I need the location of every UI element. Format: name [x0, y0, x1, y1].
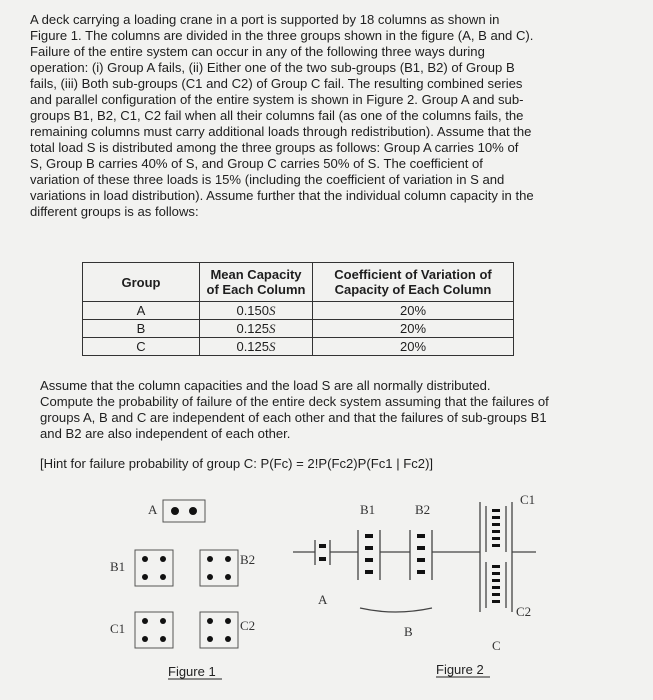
label-c1: C1 [110, 621, 126, 636]
column-dot [189, 507, 197, 515]
text-line: Assume that the column capacities and the load S are all normally distributed. [40, 378, 491, 393]
label-b: B [404, 624, 413, 639]
column-dot [225, 636, 231, 642]
cell-group: A [83, 302, 200, 320]
column-element [492, 600, 500, 603]
column-element [365, 558, 373, 562]
figure-1-caption: Figure 1 [168, 664, 216, 679]
cell-group: B [83, 320, 200, 338]
text-line: groups B1, B2, C1, C2 fail when all their columns fail (as one of the columns fails, the [30, 108, 524, 123]
text-line: fails, (iii) Both sub-groups (C1 and C2) of Group C fail. The resulting combined series [30, 76, 523, 91]
column-dot [142, 556, 148, 562]
text-line: operation: (i) Group A fails, (ii) Either one of the two sub-groups (B1, B2) of Group B [30, 60, 515, 75]
column-dot [207, 636, 213, 642]
column-dot [171, 507, 179, 515]
table-row [83, 302, 514, 320]
cell-mean [200, 320, 313, 338]
column-element [417, 558, 425, 562]
column-dot [160, 618, 166, 624]
table-header-row [83, 263, 514, 302]
text-line: groups A, B and C are independent of each other and that the failures of sub-groups B1 [40, 410, 547, 425]
capacity-table [82, 262, 514, 356]
header-mean-capacity: Mean Capacity of Each Column [200, 263, 313, 302]
column-element [492, 537, 500, 540]
cell-cov: 20% [313, 338, 514, 356]
table-row [83, 338, 514, 356]
group-b-bracket [360, 608, 432, 612]
column-dot [142, 636, 148, 642]
header-cov: Coefficient of Variation of Capacity of Each Column [313, 263, 514, 302]
figure-1 [110, 500, 255, 679]
text-line: Figure 1. The columns are divided in the three groups shown in the figure (A, B and C). [30, 28, 534, 43]
load-symbol: S [269, 320, 276, 336]
column-dot [160, 636, 166, 642]
group-c2-box [200, 612, 238, 648]
text-line: Compute the probability of failure of the entire deck system assuming that the failures of [40, 394, 549, 409]
label-b1: B1 [360, 502, 376, 517]
text-line: and parallel configuration of the entire system is shown in Figure 2. Group A and sub- [30, 92, 524, 107]
column-element [492, 593, 500, 596]
cell-cov: 20% [313, 320, 514, 338]
column-element [492, 530, 500, 533]
column-dot [160, 574, 166, 580]
column-element [492, 586, 500, 589]
text-line: total load S is distributed among the three groups as follows: Group A carries 10% of [30, 140, 519, 155]
column-element [492, 579, 500, 582]
column-element [417, 570, 425, 574]
column-element [365, 534, 373, 538]
problem-statement [30, 12, 620, 220]
table-row [83, 320, 514, 338]
column-dot [207, 618, 213, 624]
hint-line [40, 456, 612, 472]
figure-2 [293, 502, 536, 612]
column-element [492, 523, 500, 526]
mean-value: 0.150 [236, 302, 270, 318]
cell-group: C [83, 338, 200, 356]
column-dot [142, 618, 148, 624]
cell-mean [200, 302, 313, 320]
label-a: A [318, 592, 328, 607]
column-element [319, 557, 326, 561]
column-dot [207, 574, 213, 580]
text-line: A deck carrying a loading crane in a port is supported by 18 columns as shown in [30, 12, 500, 27]
mean-value: 0.125 [236, 338, 270, 354]
text-line: Failure of the entire system can occur in any of the following three ways during [30, 44, 485, 59]
cell-cov: 20% [313, 302, 514, 320]
figures [0, 490, 653, 700]
text-line: variation of these three loads is 15% (including the coefficient of variation in S and [30, 172, 505, 187]
label-c2: C2 [516, 604, 532, 619]
column-element [492, 544, 500, 547]
column-element [492, 565, 500, 568]
header-group: Group [83, 263, 200, 302]
label-b2: B2 [240, 552, 256, 567]
group-b2-box [200, 550, 238, 586]
column-element [492, 509, 500, 512]
text-line: and B2 are also independent of each other. [40, 426, 291, 441]
column-dot [225, 556, 231, 562]
label-b1: B1 [110, 559, 126, 574]
column-dot [225, 574, 231, 580]
column-element [492, 572, 500, 575]
hint-text: [Hint for failure probability of group C: P(Fc) = 2!P(Fc2)P(Fc1 | Fc2)] [40, 456, 434, 471]
label-c2: C2 [240, 618, 256, 633]
label-a: A [148, 502, 158, 517]
text-line: S, Group B carries 40% of S, and Group C carries 50% of S. The coefficient of [30, 156, 483, 171]
column-element [492, 516, 500, 519]
column-dot [142, 574, 148, 580]
label-b2: B2 [415, 502, 431, 517]
mean-value: 0.125 [236, 320, 270, 336]
column-element [365, 570, 373, 574]
text-line: variations in load distribution). Assume further that the individual column capacity in the [30, 188, 534, 203]
label-c1: C1 [520, 492, 536, 507]
load-symbol: S [269, 302, 276, 318]
column-element [417, 534, 425, 538]
text-line: different groups is as follows: [30, 204, 199, 219]
group-b1-box [135, 550, 173, 586]
load-symbol: S [269, 338, 276, 354]
text-line: remaining columns must carry additional loads through redistribution). Assume that the [30, 124, 532, 139]
cell-mean [200, 338, 313, 356]
assumption-paragraph [40, 378, 612, 442]
group-c1-box [135, 612, 173, 648]
column-element [417, 546, 425, 550]
column-dot [207, 556, 213, 562]
figure-2-caption: Figure 2 [436, 662, 484, 677]
column-dot [225, 618, 231, 624]
label-c: C [492, 638, 501, 653]
group-a-box [163, 500, 205, 522]
column-element [365, 546, 373, 550]
column-element [319, 544, 326, 548]
column-dot [160, 556, 166, 562]
figure-2-labels [318, 492, 535, 677]
